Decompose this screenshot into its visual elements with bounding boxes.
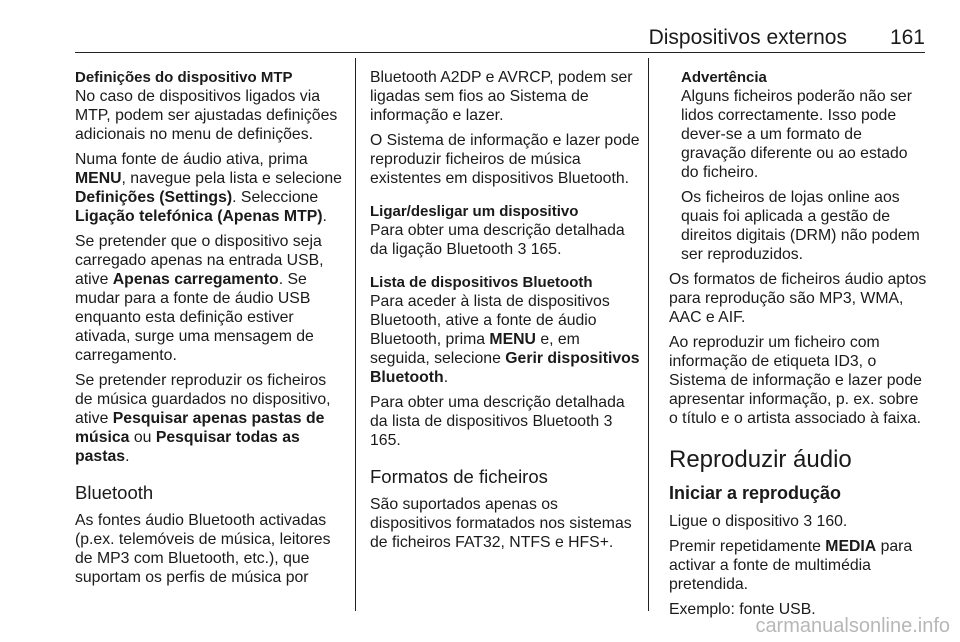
- paragraph: Bluetooth A2DP e AVRCP, podem ser ligadas sem fios ao Sistema de informação e lazer.: [370, 69, 633, 124]
- page-number: 161: [889, 26, 925, 49]
- page-reference: 3 160.: [803, 513, 848, 530]
- page-header: [75, 26, 925, 53]
- paragraph: Exemplo: fonte USB.: [669, 601, 816, 618]
- paragraph: No caso de dispositivos ligados via MTP, podem ser ajustadas definições adicionais no menu de definições.: [75, 88, 338, 143]
- paragraph: Numa fonte de áudio ativa, prima MENU, navegue pela lista e selecione Definições (Settings). Seleccione Ligação telefónica (Apenas MTP).: [75, 151, 342, 225]
- column-divider-2: [648, 58, 649, 611]
- paragraph: Os formatos de ficheiros áudio aptos para reprodução são MP3, WMA, AAC e AIF.: [669, 271, 927, 326]
- paragraph: O Sistema de informação e lazer pode reproduzir ficheiros de música existentes em dispositivos Bluetooth.: [370, 132, 640, 187]
- paragraph: Para aceder à lista de dispositivos Bluetooth, ative a fonte de áudio Bluetooth, prima MENU e, em seguida, selecione Gerir dispositivos Bluetooth.: [370, 293, 640, 386]
- paragraph: Ligue o dispositivo 3 160.: [669, 513, 848, 530]
- paragraph: Para obter uma descrição detalhada da lista de dispositivos Bluetooth 3 165.: [370, 394, 625, 449]
- page-reference: 3 165.: [517, 241, 562, 258]
- subheading-mtp-settings: Definições do dispositivo MTP: [75, 69, 293, 86]
- paragraph: As fontes áudio Bluetooth activadas (p.ex. telemóveis de música, leitores de MP3 com Bluetooth, etc.), que suportam os perfis de música por: [75, 512, 331, 586]
- paragraph: Para obter uma descrição detalhada da ligação Bluetooth 3 165.: [370, 222, 625, 258]
- paragraph: Alguns ficheiros poderão não ser lidos correctamente. Isso pode dever-se a um formato de gravação diferente ou ao estado do ficheiro.: [681, 88, 912, 181]
- heading-bluetooth: Bluetooth: [75, 482, 154, 503]
- heading-file-formats: Formatos de ficheiros: [370, 466, 548, 487]
- watermark: carmanualsonline.info: [755, 615, 950, 637]
- heading-play-audio: Reproduzir áudio: [669, 446, 852, 473]
- warning-note: [681, 68, 929, 264]
- column-1: [75, 68, 347, 593]
- paragraph: Ao reproduzir um ficheiro com informação de etiqueta ID3, o Sistema de informação e lazer pode apresentar informação, p. ex. sobre o título e o artista associado à faixa.: [669, 334, 922, 427]
- page-reference: 3 165.: [370, 413, 613, 449]
- header-title: Dispositivos externos: [648, 26, 847, 49]
- paragraph: Se pretender reproduzir os ficheiros de música guardados no dispositivo, ative Pesquisar apenas pastas de música ou Pesquisar todas as pastas.: [75, 372, 331, 465]
- column-divider-1: [355, 58, 356, 611]
- subheading-device-list: Lista de dispositivos Bluetooth: [370, 274, 593, 291]
- heading-start-playback: Iniciar a reprodução: [669, 483, 842, 503]
- warning-title: Advertência: [681, 69, 767, 86]
- column-3: [669, 68, 929, 625]
- column-2: [370, 68, 642, 558]
- paragraph: Premir repetidamente MEDIA para activar a fonte de multimédia pretendida.: [669, 538, 913, 593]
- subheading-connect-device: Ligar/desligar um dispositivo: [370, 203, 579, 220]
- paragraph: São suportados apenas os dispositivos formatados nos sistemas de ficheiros FAT32, NTFS e HFS+.: [370, 496, 632, 551]
- paragraph: Se pretender que o dispositivo seja carregado apenas na entrada USB, ative Apenas carregamento. Se mudar para a fonte de áudio USB enquanto esta definição estiver ativada, surge uma mensagem de carregamento.: [75, 233, 324, 364]
- paragraph: Os ficheiros de lojas online aos quais foi aplicada a gestão de direitos digitais (DRM) não podem ser reproduzidos.: [681, 189, 920, 263]
